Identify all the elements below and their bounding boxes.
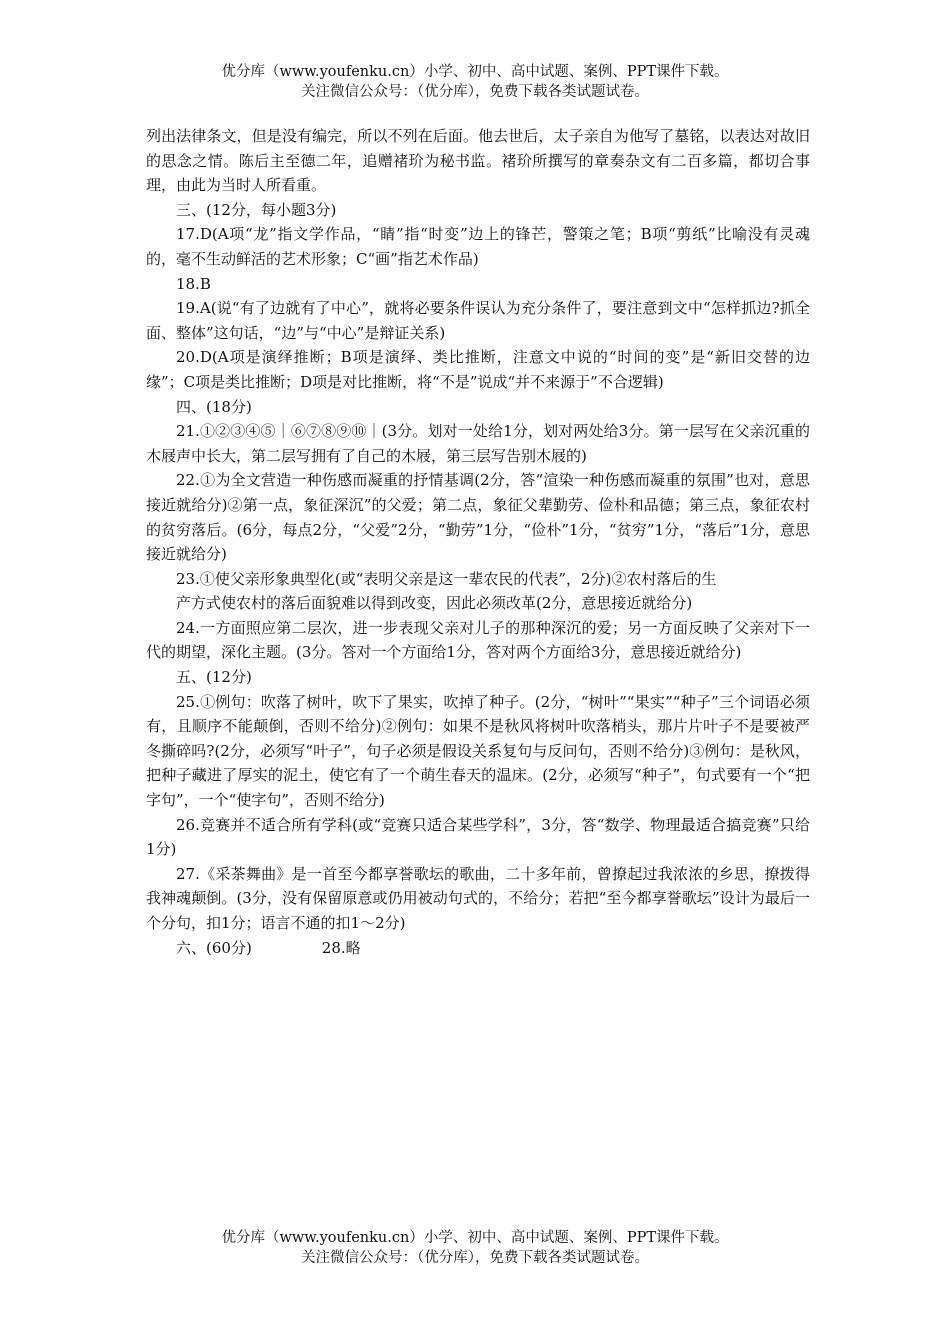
answer-21: 21.①②③④⑤｜⑥⑦⑧⑨⑩｜(3分。划对一处给1分，划对两处给3分。第一层写在父亲沉重的木屐声中长大，第二层写拥有了自己的木屐，第三层写告别木屐的) [146,422,810,465]
section-4-heading: 四、(18分) [176,397,252,416]
answer-18: 18.B [176,274,211,293]
answer-20: 20.D(A项是演绎推断；B项是演绎、类比推断，注意文中说的“时间的变”是“新旧交替的边缘”；C项是类比推断；D项是对比推断，将“不是”说成“并不来源于”不合逻辑) [146,348,810,391]
intro-paragraph: 列出法律条文，但是没有编完，所以不列在后面。他去世后，太子亲自为他写了墓铭，以表达对故旧的思念之情。陈后主至德二年，追赠褚玠为秘书监。褚玠所撰写的章奏杂文有二百多篇，都切合事理，由此为当时人所看重。 [146,127,810,195]
section-6-heading: 六、(60分) [176,938,252,957]
answer-24: 24.一方面照应第二层次，进一步表现父亲对儿子的那种深沉的爱；另一方面反映了父亲对下一代的期望，深化主题。(3分。答对一个方面给1分，答对两个方面给3分，意思接近就给分) [146,618,810,662]
answer-content [146,124,810,960]
header-line-2: 关注微信公众号：（优分库），免费下载各类试题试卷。 [301,84,649,100]
answer-26: 26.竞赛并不适合所有学科(或“竞赛只适合某些学科”，3分，答“数学、物理最适合搞竞赛”只给1分) [146,815,810,859]
section-5-heading: 五、(12分) [176,668,252,687]
section-6-row [146,936,810,961]
answer-23-line-1: 23.①使父亲形象典型化(或“表明父亲是这一辈农民的代表”，2分)②农村落后的生 [176,569,717,588]
footer-line-1: 优分库（www.youfenku.cn）小学、初中、高中试题、案例、PPT课件下载。 [221,1230,729,1246]
answer-22: 22.①为全文营造一种伤感而凝重的抒情基调(2分，答“渲染一种伤感而凝重的氛围”也对，意思接近就给分)②第一点，象征深沉”的父爱；第二点，象征父辈勤劳、俭朴和品德；第三点，象征农村的贫穷落后。(6分，每点2分，“父爱”2分，“勤劳”1分，“俭朴”1分，“贫穷”1分，“落后”1分，意思接近就给分) [146,471,810,564]
page-header [0,62,950,102]
footer-line-2: 关注微信公众号：（优分库），免费下载各类试题试卷。 [301,1250,649,1266]
section-3-heading: 三、(12分，每小题3分) [176,200,337,219]
page-footer [0,1228,950,1268]
answer-27: 27.《采茶舞曲》是一首至今都享誉歌坛的歌曲，二十多年前，曾撩起过我浓浓的乡思，撩拨得我神魂颠倒。(3分，没有保留原意或仍用被动句式的，不给分；若把“至今都享誉歌坛”设计为最后一个分句，扣1分；语言不通的扣1～2分) [146,864,810,932]
header-line-1: 优分库（www.youfenku.cn）小学、初中、高中试题、案例、PPT课件下载。 [221,64,729,80]
answer-17: 17.D(A项“龙”指文学作品，“睛”指“时变”边上的锋芒，警策之笔；B项“剪纸”比喻没有灵魂的，毫不生动鲜活的艺术形象；C“画”指艺术作品) [146,225,810,268]
answer-23-line-2: 产方式使农村的落后面貌难以得到改变，因此必须改革(2分，意思接近就给分) [176,594,693,613]
answer-19: 19.A(说“有了边就有了中心”，就将必要条件误认为充分条件了，要注意到文中“怎样抓边?抓全面、整体”这句话，“边”与“中心”是辩证关系) [146,299,810,342]
answer-25: 25.①例句：吹落了树叶，吹下了果实，吹掉了种子。(2分，“树叶”“果实”“种子”三个词语必须有，且顺序不能颠倒，否则不给分)②例句：如果不是秋风将树叶吹落梢头，那片片叶子不是要被严冬撕碎吗?(2分，必须写“叶子”，句子必须是假设关系复句与反问句，否则不给分)③例句：是秋风，把种子藏进了厚实的泥土，使它有了一个萌生春天的温床。(2分，必须写“种子”，句式要有一个“把字句”，一个“使字句”，否则不给分) [146,692,810,810]
answer-28: 28.略 [321,938,361,957]
